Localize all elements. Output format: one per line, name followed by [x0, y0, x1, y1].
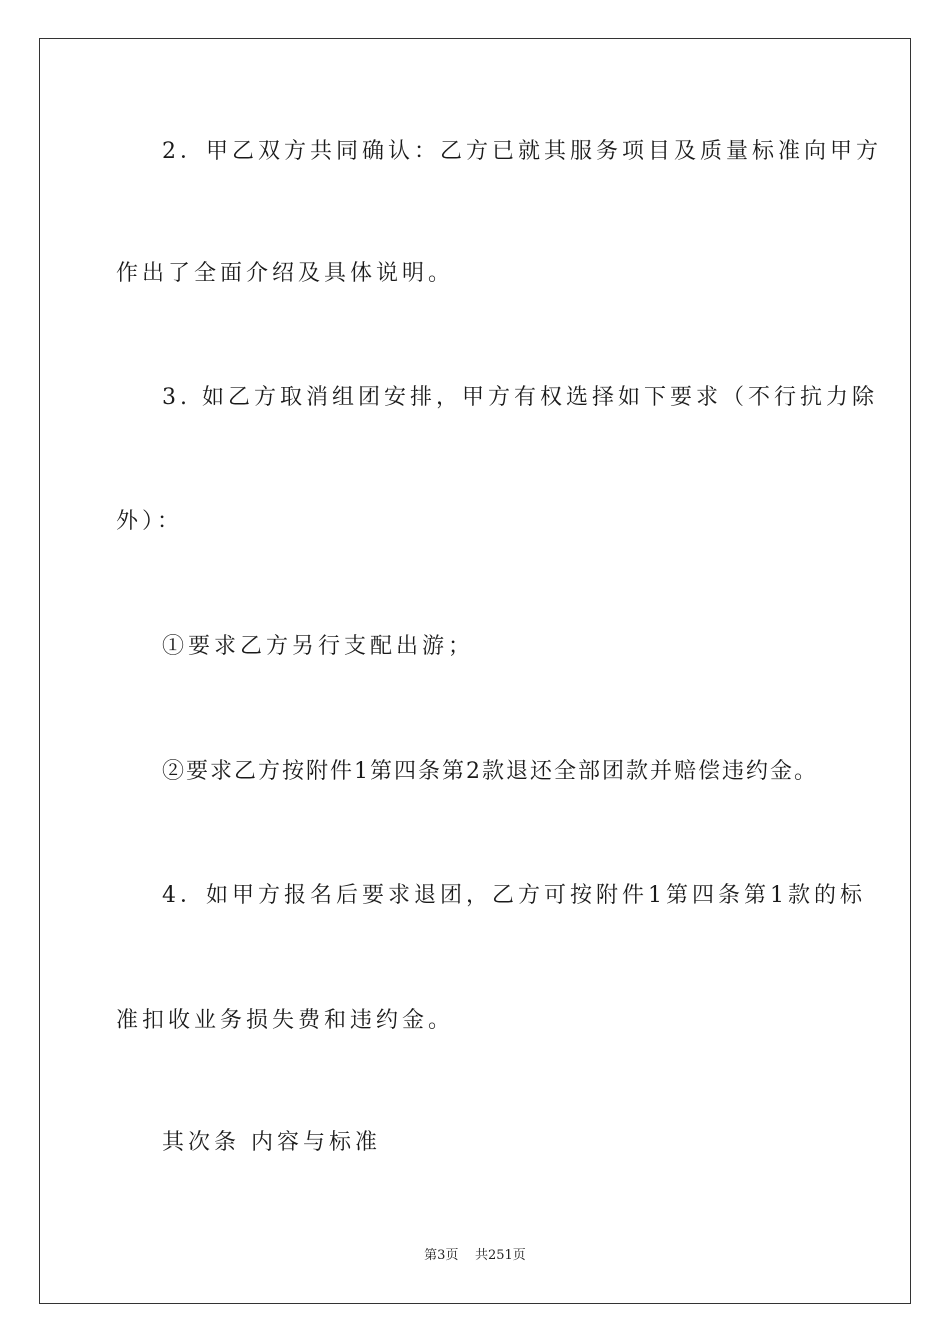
clause-4-line-1: 4．如甲方报名后要求退团，乙方可按附件1第四条第1款的标 — [162, 883, 866, 908]
page-number: 第3页 — [424, 1248, 459, 1263]
option-1-line: ①要求乙方另行支配出游； — [162, 634, 475, 659]
option-2-line: ②要求乙方按附件1第四条第2款退还全部团款并赔偿违约金。 — [162, 759, 818, 784]
page-footer — [0, 1247, 950, 1265]
footer-gap — [458, 1248, 475, 1263]
clause-3-line-1: 3. 如乙方取消组团安排，甲方有权选择如下要求（不行抗力除 — [162, 385, 878, 410]
clause-2-line-2: 作出了全面介绍及具体说明。 — [116, 261, 455, 286]
clause-4-line-2: 准扣收业务损失费和违约金。 — [116, 1008, 455, 1033]
page-total: 共251页 — [474, 1248, 526, 1263]
page-border — [39, 38, 911, 1304]
clause-3-line-2: 外）： — [116, 509, 184, 534]
section-heading: 其次条 内容与标准 — [162, 1130, 381, 1155]
clause-2-line-1: 2．甲乙双方共同确认：乙方已就其服务项目及质量标准向甲方 — [162, 139, 882, 164]
